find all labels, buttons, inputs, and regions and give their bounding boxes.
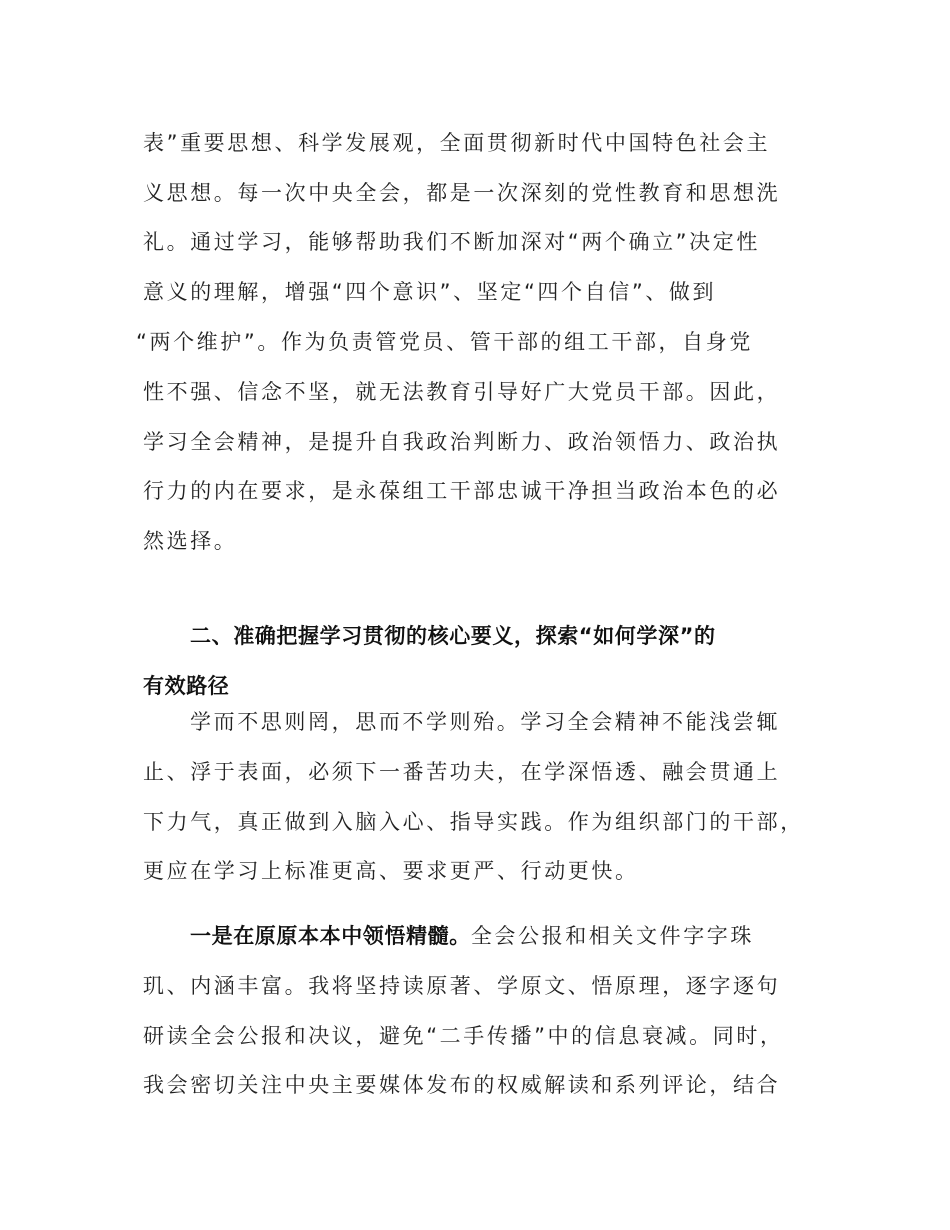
text-line: 然选择。 xyxy=(143,529,238,553)
text-line: 学而不思则罔，思而不学则殆。学习全会精神不能浅尝辄 xyxy=(190,710,780,734)
text-line: 性不强、信念不坚，就无法教育引导好广大党员干部。因此， xyxy=(143,380,781,404)
text-line: 礼。通过学习，能够帮助我们不断加深对“两个确立”决定性 xyxy=(143,230,760,254)
text-line: 我会密切关注中央主要媒体发布的权威解读和系列评论，结合 xyxy=(143,1073,781,1097)
text-line: 义思想。每一次中央全会，都是一次深刻的党性教育和思想洗 xyxy=(143,181,781,205)
text-line: 下力气，真正做到入脑入心、指导实践。作为组织部门的干部， xyxy=(143,810,804,834)
text-line: 行力的内在要求，是永葆组工干部忠诚干净担当政治本色的必 xyxy=(143,479,781,503)
text-line: 玑、内涵丰富。我将坚持读原著、学原文、悟原理，逐字逐句 xyxy=(143,974,781,998)
text-line: 更应在学习上标准更高、要求更严、行动更快。 xyxy=(143,859,639,883)
heading-line: 二、准确把握学习贯彻的核心要义，探索“如何学深”的 xyxy=(190,624,716,648)
text-line xyxy=(190,921,880,951)
text-line: “两个维护”。作为负责管党员、管干部的组工干部，自身党 xyxy=(136,330,753,354)
text-line: 研读全会公报和决议，避免“二手传播”中的信息衰减。同时， xyxy=(143,1024,784,1048)
heading-line: 有效路径 xyxy=(143,674,230,698)
text-line: 表”重要思想、科学发展观，全面贯彻新时代中国特色社会主 xyxy=(143,131,771,155)
text-line: 学习全会精神，是提升自我政治判断力、政治领悟力、政治执 xyxy=(143,430,781,454)
text-line: 意义的理解，增强“四个意识”、坚定“四个自信”、做到 xyxy=(143,280,717,304)
text-line: 止、浮于表面，必须下一番苦功夫，在学深悟透、融会贯通上 xyxy=(143,760,781,784)
point-lead-bold: 一是在原原本本中领悟精髓。 xyxy=(190,924,471,948)
point-lead-rest: 全会公报和相关文件字字珠 xyxy=(470,924,755,948)
